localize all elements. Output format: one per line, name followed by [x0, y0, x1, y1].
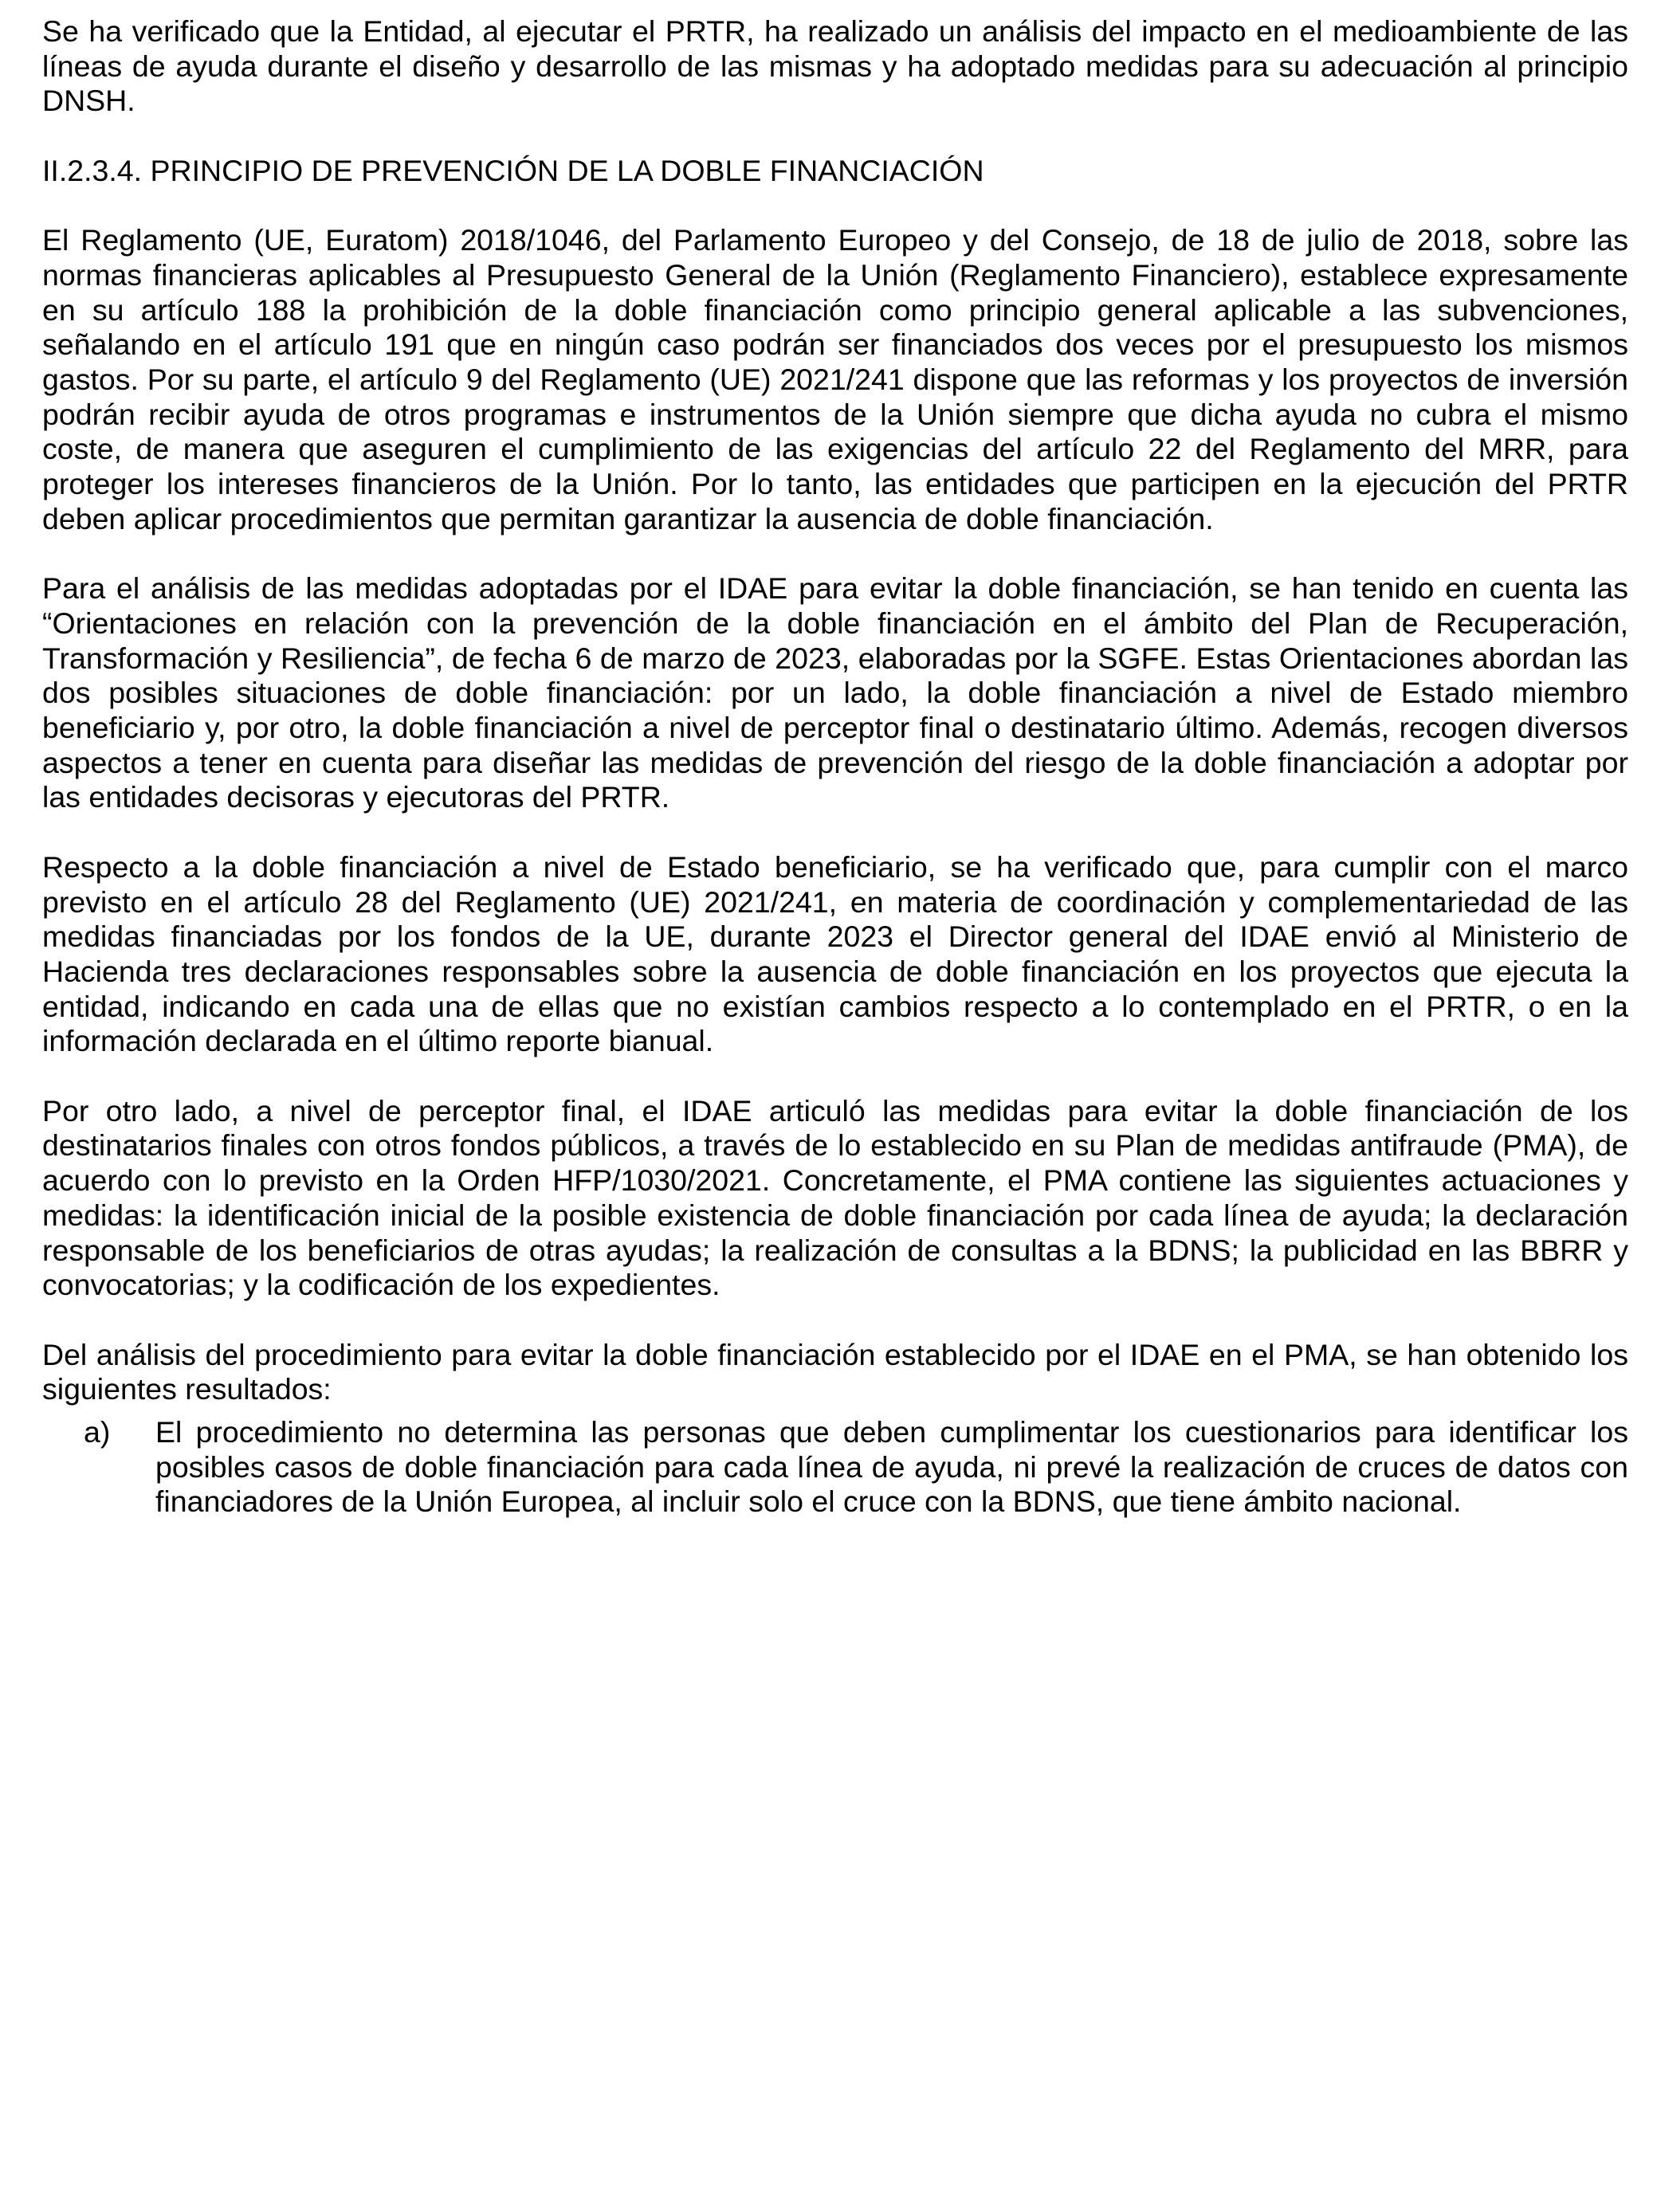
paragraph-estado-beneficiario: Respecto a la doble financiación a nivel de Estado beneficiario, se ha verificado que, para cumplir con el marco previsto en el artículo 28 del Reglamento (UE) 2021/241, en materia de coordinación y complementariedad de las medidas financiadas por los fondos de la UE, durante 2023 el Director general del IDAE envió al Ministerio de Hacienda tres declaraciones responsables sobre la ausencia de doble financiación en los proyectos que ejecuta la entidad, indicando en cada una de ellas que no existían cambios respecto a lo contemplado en el PRTR, o en la información declarada en el último reporte bianual. — [42, 849, 1628, 1058]
paragraph-dnsh-verification: Se ha verificado que la Entidad, al ejecutar el PRTR, ha realizado un análisis del impacto en el medioambiente de las líneas de ayuda durante el diseño y desarrollo de las mismas y ha adoptado medidas para su adecuación al principio DNSH. — [42, 14, 1628, 118]
paragraph-orientaciones: Para el análisis de las medidas adoptadas por el IDAE para evitar la doble financiación, se han tenido en cuenta las “Orientaciones en relación con la prevención de la doble financiación en el ámbito del Plan de Recuperación, Transformación y Resiliencia”, de fecha 6 de marzo de 2023, elaboradas por la SGFE. Estas Orientaciones abordan las dos posibles situaciones de doble financiación: por un lado, la doble financiación a nivel de Estado miembro beneficiario y, por otro, la doble financiación a nivel de perceptor final o destinatario último. Además, recogen diversos aspectos a tener en cuenta para diseñar las medidas de prevención del riesgo de la doble financiación a adoptar por las entidades decisoras y ejecutoras del PRTR. — [42, 571, 1628, 814]
paragraph-regulation: El Reglamento (UE, Euratom) 2018/1046, del Parlamento Europeo y del Consejo, de 18 de julio de 2018, sobre las normas financieras aplicables al Presupuesto General de la Unión (Reglamento Financiero), establece expresamente en su artículo 188 la prohibición de la doble financiación como principio general aplicable a las subvenciones, señalando en el artículo 191 que en ningún caso podrán ser financiados dos veces por el presupuesto los mismos gastos. Por su parte, el artículo 9 del Reglamento (UE) 2021/241 dispone que las reformas y los proyectos de inversión podrán recibir ayuda de otros programas e instrumentos de la Unión siempre que dicha ayuda no cubra el mismo coste, de manera que aseguren el cumplimiento de las exigencias del artículo 22 del Reglamento del MRR, para proteger los intereses financieros de la Unión. Por lo tanto, las entidades que participen en la ejecución del PRTR deben aplicar procedimientos que permitan garantizar la ausencia de doble financiación. — [42, 223, 1628, 535]
document-page — [42, 14, 1628, 1520]
list-marker: a) — [84, 1415, 111, 1449]
list-item-text: El procedimiento no determina las personas que deben cumplimentar los cuestionarios para identificar los posibles casos de doble financiación para cada línea de ayuda, ni prevé la realización de cruces de datos con financiadores de la Unión Europea, al incluir solo el cruce con la BDNS, que tiene ámbito nacional. — [155, 1415, 1628, 1519]
paragraph-perceptor-final: Por otro lado, a nivel de perceptor final, el IDAE articuló las medidas para evitar la doble financiación de los destinatarios finales con otros fondos públicos, a través de lo establecido en su Plan de medidas antifraude (PMA), de acuerdo con lo previsto en la Orden HFP/1030/2021. Concretamente, el PMA contiene las siguientes actuaciones y medidas: la identificación inicial de la posible existencia de doble financiación por cada línea de ayuda; la declaración responsable de los beneficiarios de otras ayudas; la realización de consultas a la BDNS; la publicidad en las BBRR y convocatorias; y la codificación de los expedientes. — [42, 1093, 1628, 1302]
list-item — [42, 1415, 1628, 1520]
section-heading: II.2.3.4. PRINCIPIO DE PREVENCIÓN DE LA DOBLE FINANCIACIÓN — [42, 153, 984, 187]
paragraph-resultados: Del análisis del procedimiento para evitar la doble financiación establecido por el IDAE en el PMA, se han obtenido los siguientes resultados: — [42, 1337, 1628, 1406]
